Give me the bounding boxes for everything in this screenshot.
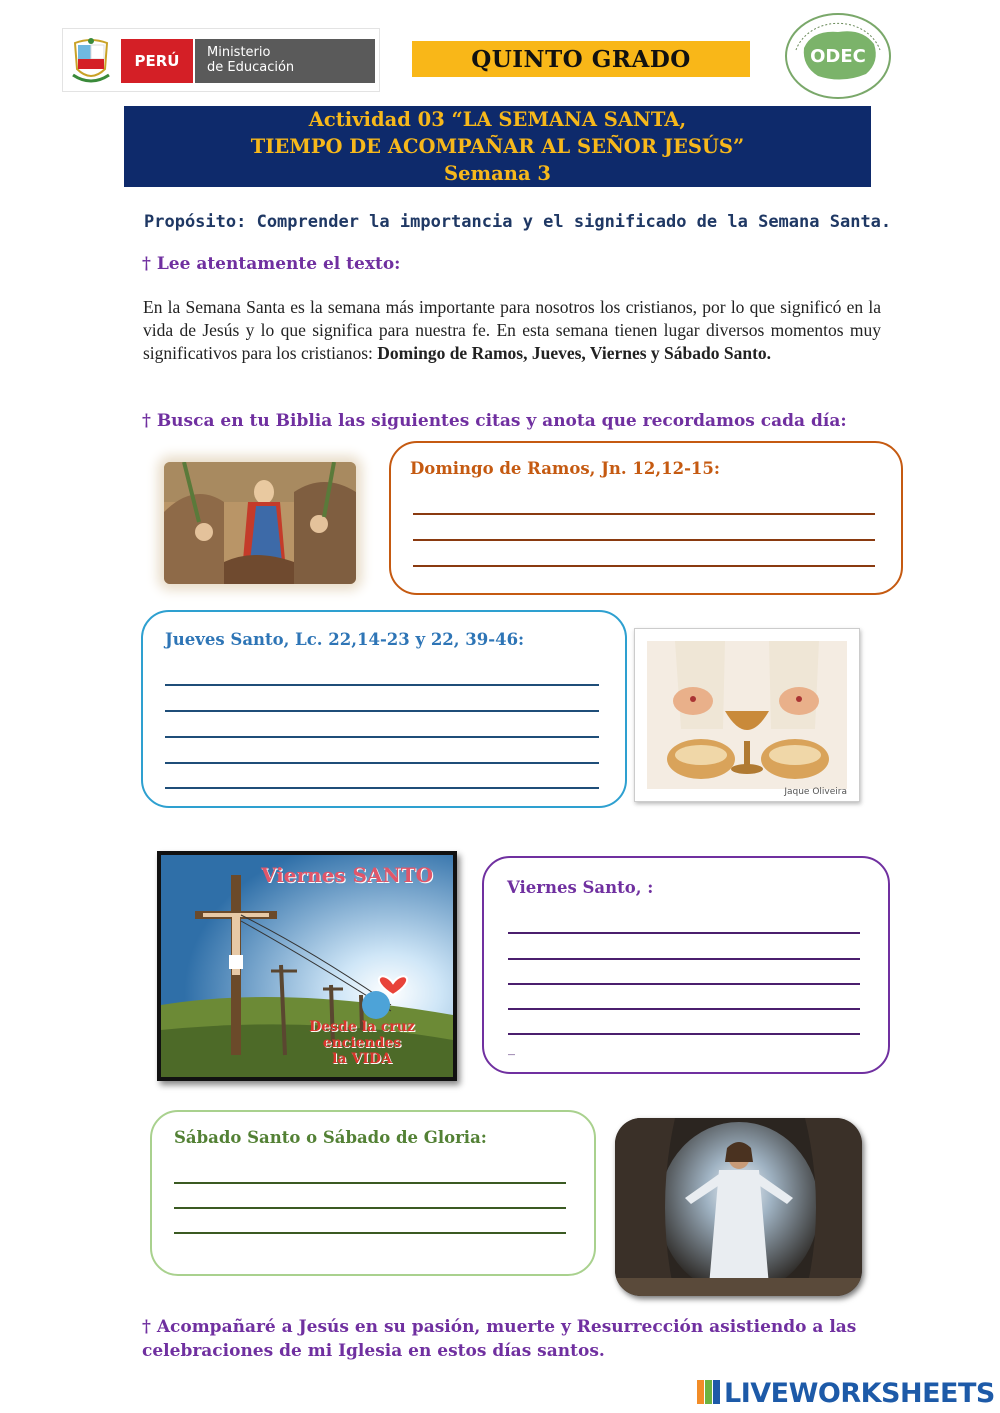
closing-statement — [142, 1315, 892, 1363]
search-instruction-text: Busca en tu Biblia las siguientes citas y anota que recordamos cada día: — [156, 411, 847, 431]
answer-line[interactable] — [508, 1008, 860, 1010]
answer-line[interactable] — [165, 762, 599, 764]
banner-line3: Semana 3 — [444, 162, 551, 185]
intro-paragraph — [143, 296, 881, 365]
answer-line[interactable] — [508, 958, 860, 960]
viernes-box — [482, 856, 890, 1074]
purpose-text: Propósito: Comprender la importancia y el significado de la Semana Santa. — [144, 212, 892, 232]
cross-icon: † — [142, 1317, 151, 1337]
read-instruction — [142, 254, 400, 274]
liveworksheets-watermark[interactable]: LIVEWORKSHEETS — [724, 1378, 995, 1409]
read-instruction-text: Lee atentamente el texto: — [156, 254, 401, 274]
last-supper-image — [634, 628, 860, 802]
domingo-box — [389, 441, 903, 595]
answer-line[interactable] — [174, 1182, 566, 1184]
cross-icon: † — [142, 411, 151, 431]
palm-sunday-image — [164, 462, 356, 584]
image-credit: Jaque Oliveira — [784, 787, 847, 797]
coat-of-arms-icon — [69, 35, 113, 87]
ministerio-line1: Ministerio — [207, 45, 271, 60]
liveworksheets-logo-icon — [697, 1380, 721, 1404]
answer-line[interactable] — [413, 539, 875, 541]
answer-line[interactable] — [165, 684, 599, 686]
sabado-title: Sábado Santo o Sábado de Gloria: — [174, 1128, 487, 1147]
banner-line2: TIEMPO DE ACOMPAÑAR AL SEÑOR JESÚS” — [250, 135, 745, 158]
ministerio-line2: de Educación — [207, 60, 295, 75]
answer-line[interactable] — [165, 710, 599, 712]
viernes-title: Viernes Santo, : — [507, 878, 654, 897]
ministerio-logo — [62, 28, 380, 92]
resurrection-image — [615, 1118, 862, 1296]
grade-title: QUINTO GRADO — [412, 41, 750, 77]
answer-line[interactable] — [413, 513, 875, 515]
caption-line3: la VIDA — [332, 1051, 392, 1067]
jueves-title: Jueves Santo, Lc. 22,14-23 y 22, 39-46: — [165, 630, 525, 649]
good-friday-image — [157, 851, 457, 1081]
ministerio-label — [195, 39, 375, 83]
odec-logo-text: ODEC — [810, 46, 866, 67]
banner-line1: Actividad 03 “LA SEMANA SANTA, — [308, 108, 687, 131]
answer-line[interactable] — [165, 736, 599, 738]
good-friday-image-title: Viernes SANTO — [261, 863, 434, 887]
caption-line2: enciendes — [322, 1035, 402, 1051]
answer-line[interactable] — [174, 1232, 566, 1234]
caption-line1: Desde la cruz — [309, 1019, 415, 1035]
activity-banner — [124, 106, 871, 187]
sabado-box — [150, 1110, 596, 1276]
intro-text: En la Semana Santa es la semana más importante para nosotros los cristianos, por lo que significó en la vida de Jesús y lo que significa para nuestra fe. En esta semana tienen lugar diversos momentos muy significativos para los cristianos: — [143, 297, 881, 363]
cross-icon: † — [142, 254, 151, 274]
domingo-title: Domingo de Ramos, Jn. 12,12-15: — [410, 459, 720, 478]
answer-line[interactable] — [508, 983, 860, 985]
peru-label: PERÚ — [121, 39, 193, 83]
answer-line[interactable] — [165, 787, 599, 789]
stray-dash: _ — [508, 1040, 515, 1056]
answer-line[interactable] — [174, 1207, 566, 1209]
answer-line[interactable] — [508, 1033, 860, 1035]
good-friday-image-caption — [287, 1019, 437, 1067]
intro-bold-text: Domingo de Ramos, Jueves, Viernes y Sábado Santo. — [377, 343, 772, 363]
odec-logo — [782, 10, 898, 100]
answer-line[interactable] — [508, 932, 860, 934]
jueves-box — [141, 610, 627, 808]
search-instruction — [142, 411, 847, 431]
closing-statement-text: Acompañaré a Jesús en su pasión, muerte y Resurrección asistiendo a las celebraciones de mi Iglesia en estos días santos. — [142, 1317, 857, 1361]
answer-line[interactable] — [413, 565, 875, 567]
